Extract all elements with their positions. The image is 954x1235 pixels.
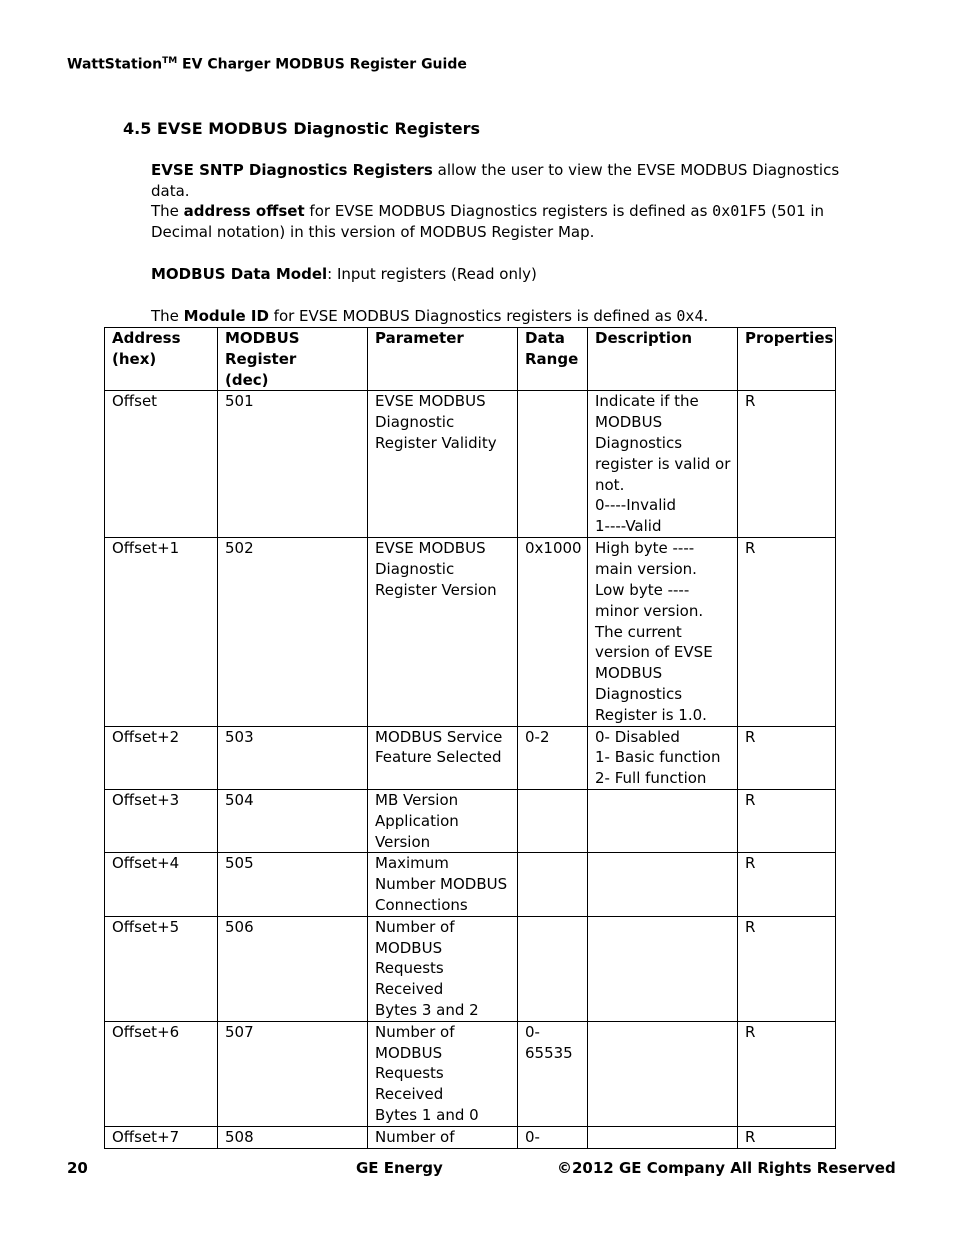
address-offset-post: (501 in Decimal notation) in this version of MODBUS Register Map. (151, 202, 825, 241)
cell-data-range: 0x1000 (518, 538, 588, 726)
table-row (105, 1126, 836, 1148)
cell-data-range (518, 391, 588, 538)
cell-description (588, 1126, 738, 1148)
cell-data-range: 0- (518, 1126, 588, 1148)
header-modbus-register: MODBUS Register (dec) (218, 328, 368, 391)
header-description: Description (588, 328, 738, 391)
cell-parameter: MODBUS Service Feature Selected (368, 726, 518, 789)
cell-properties: R (738, 853, 836, 916)
table-row (105, 726, 836, 789)
cell-properties: R (738, 391, 836, 538)
module-id-post: . (703, 307, 709, 325)
header-data-range: Data Range (518, 328, 588, 391)
module-id-bold: Module ID (183, 307, 269, 325)
cell-properties: R (738, 726, 836, 789)
address-offset-mid: for EVSE MODBUS Diagnostics registers is defined as (304, 202, 713, 220)
cell-parameter: MB Version Application Version (368, 789, 518, 852)
cell-data-range: 0-2 (518, 726, 588, 789)
cell-address: Offset+4 (105, 853, 218, 916)
cell-address: Offset+1 (105, 538, 218, 726)
header-parameter: Parameter (368, 328, 518, 391)
cell-modbus-register: 505 (218, 853, 368, 916)
cell-description (588, 1021, 738, 1126)
cell-data-range: 0- 65535 (518, 1021, 588, 1126)
cell-parameter: Number of MODBUS Requests Received Bytes 1 and 0 (368, 1021, 518, 1126)
table-row (105, 538, 836, 726)
intro-text: allow the user to view the EVSE MODBUS Diagnostics data. (151, 161, 840, 200)
intro-bold: EVSE SNTP Diagnostics Registers (151, 161, 433, 179)
cell-modbus-register: 506 (218, 916, 368, 1021)
address-offset-code: 0x01F5 (712, 202, 767, 220)
module-id-mid: for EVSE MODBUS Diagnostics registers is defined as (268, 307, 677, 325)
data-model-paragraph (151, 264, 871, 285)
table-header-row (105, 328, 836, 391)
cell-modbus-register: 507 (218, 1021, 368, 1126)
intro-paragraph (151, 160, 871, 202)
cell-modbus-register: 503 (218, 726, 368, 789)
cell-description: 0- Disabled 1- Basic function 2- Full function (588, 726, 738, 789)
cell-parameter: Maximum Number MODBUS Connections (368, 853, 518, 916)
cell-data-range (518, 789, 588, 852)
cell-address: Offset+3 (105, 789, 218, 852)
cell-address: Offset (105, 391, 218, 538)
address-offset-bold: address offset (183, 202, 305, 220)
header-properties: Properties (738, 328, 836, 391)
cell-description: Indicate if the MODBUS Diagnostics register is valid or not. 0----Invalid 1----Valid (588, 391, 738, 538)
table-row (105, 916, 836, 1021)
header-title-prefix: WattStation (67, 56, 163, 73)
address-offset-paragraph (151, 201, 871, 243)
cell-description (588, 789, 738, 852)
cell-description (588, 916, 738, 1021)
address-offset-pre: The (151, 202, 184, 220)
page-header (67, 56, 467, 73)
table-row (105, 1021, 836, 1126)
cell-parameter: Number of (368, 1126, 518, 1148)
cell-properties: R (738, 916, 836, 1021)
header-title-suffix: EV Charger MODBUS Register Guide (177, 56, 467, 73)
diagnostic-registers-table (104, 327, 836, 1149)
cell-properties: R (738, 1126, 836, 1148)
data-model-text: : Input registers (Read only) (327, 265, 537, 283)
cell-address: Offset+5 (105, 916, 218, 1021)
table-row (105, 789, 836, 852)
cell-parameter: Number of MODBUS Requests Received Bytes 3 and 2 (368, 916, 518, 1021)
cell-modbus-register: 508 (218, 1126, 368, 1148)
table-body (105, 391, 836, 1148)
cell-modbus-register: 501 (218, 391, 368, 538)
cell-parameter: EVSE MODBUS Diagnostic Register Validity (368, 391, 518, 538)
table-row (105, 853, 836, 916)
cell-description (588, 853, 738, 916)
cell-properties: R (738, 1021, 836, 1126)
cell-modbus-register: 504 (218, 789, 368, 852)
cell-address: Offset+2 (105, 726, 218, 789)
cell-properties: R (738, 789, 836, 852)
cell-description: High byte ---- main version. Low byte ---- minor version. The current version of EVSE MODBUS Diagnostics Register is 1.0. (588, 538, 738, 726)
header-address: Address (hex) (105, 328, 218, 391)
module-id-pre: The (151, 307, 184, 325)
cell-data-range (518, 916, 588, 1021)
data-model-bold: MODBUS Data Model (151, 265, 328, 283)
page-number: 20 (67, 1159, 88, 1177)
cell-properties: R (738, 538, 836, 726)
trademark-mark: TM (162, 56, 178, 66)
table-row (105, 391, 836, 538)
cell-address: Offset+6 (105, 1021, 218, 1126)
footer-company: GE Energy (356, 1159, 443, 1177)
module-id-code: 0x4 (676, 307, 704, 325)
cell-address: Offset+7 (105, 1126, 218, 1148)
cell-parameter: EVSE MODBUS Diagnostic Register Version (368, 538, 518, 726)
footer-copyright: ©2012 GE Company All Rights Reserved (557, 1159, 896, 1177)
cell-data-range (518, 853, 588, 916)
module-id-paragraph (151, 306, 871, 327)
cell-modbus-register: 502 (218, 538, 368, 726)
section-title: 4.5 EVSE MODBUS Diagnostic Registers (123, 119, 480, 138)
